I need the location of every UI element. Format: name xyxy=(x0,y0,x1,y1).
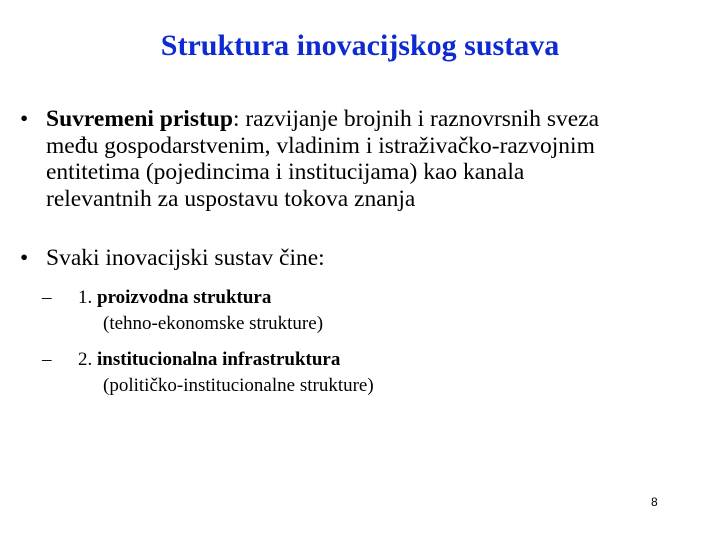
dash-icon: – xyxy=(42,287,52,308)
page-number: 8 xyxy=(651,495,658,509)
sub-item-number: 1. xyxy=(78,287,93,308)
bullet-icon: • xyxy=(20,106,29,132)
bullet-bold-term: Suvremeni pristup xyxy=(46,106,233,132)
sub-item-number: 2. xyxy=(78,349,93,370)
bullet-line: entitetima (pojedincima i institucijama) kao kanala xyxy=(46,159,525,185)
dash-icon: – xyxy=(42,349,52,370)
bullet-text: Svaki inovacijski sustav čine: xyxy=(46,245,325,271)
bullet-line: relevantnih za uspostavu tokova znanja xyxy=(46,185,416,212)
sub-item-bold-term: proizvodna struktura xyxy=(97,287,272,308)
bullet-line xyxy=(46,106,720,133)
sub-item-bold-term: institucionalna infrastruktura xyxy=(97,349,341,370)
bullet-line: među gospodarstvenim, vladinim i istraživačko-razvojnim xyxy=(46,132,595,159)
sub-item-heading xyxy=(78,347,340,372)
bullet-icon: • xyxy=(20,245,29,271)
bullet-text-segment: : razvijanje brojnih i raznovrsnih sveza xyxy=(232,106,600,132)
slide-title: Struktura inovacijskog sustava xyxy=(160,29,560,62)
sub-item-heading xyxy=(78,285,271,310)
sub-item-detail: (političko-institucionalne strukture) xyxy=(103,375,374,396)
bullet-text xyxy=(46,106,720,212)
sub-item-detail: (tehno-ekonomske strukture) xyxy=(103,313,324,334)
